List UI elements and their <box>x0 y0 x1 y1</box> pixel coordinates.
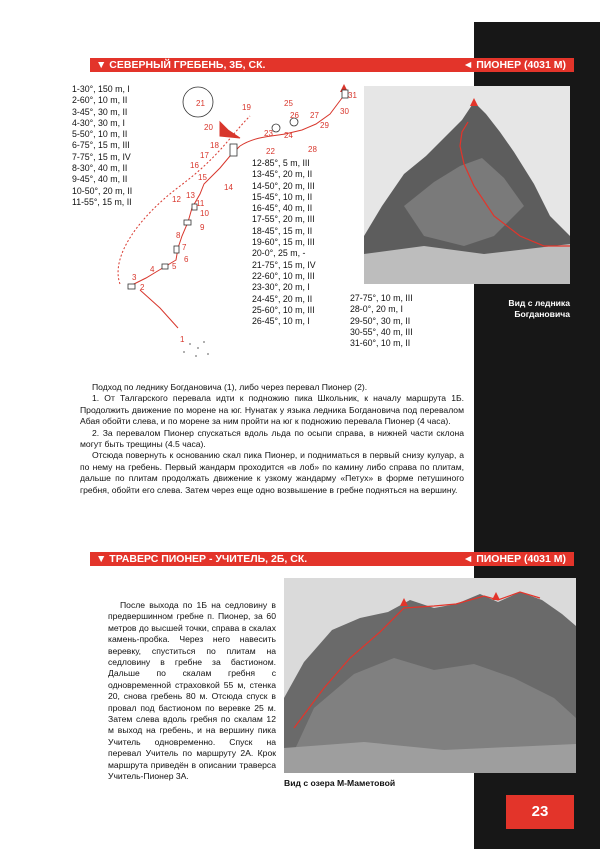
topo-label: 21 <box>196 99 205 108</box>
topo-label: 11 <box>196 199 205 208</box>
topo-label: 7 <box>182 243 187 252</box>
pitch-item: 12-85°, 5 m, III <box>252 158 310 168</box>
topo-label: 31 <box>348 91 357 100</box>
pitch-item: 2-60°, 10 m, II <box>72 95 128 106</box>
pitch-item: 11-55°, 15 m, II <box>72 196 132 207</box>
photo1-caption: Вид с ледника Богдановича <box>508 298 570 319</box>
topo-label: 14 <box>224 183 233 192</box>
topo-label: 19 <box>242 103 251 112</box>
pitch-item: 16-45°, 40 m, II <box>252 203 313 214</box>
pitch-item: 6-75°, 15 m, III <box>72 140 130 151</box>
pitch-item: 27-75°, 10 m, III <box>350 293 413 303</box>
pitch-item: 28-0°, 20 m, I <box>350 304 403 315</box>
topo-label: 25 <box>284 99 293 108</box>
pitch-item: 8-30°, 40 m, II <box>72 163 128 174</box>
photo-traverse <box>284 578 576 773</box>
section1-title: ▼ СЕВЕРНЫЙ ГРЕБЕНЬ, 3Б, СК. <box>96 59 266 71</box>
pitch-item: 29-50°, 30 m, II <box>350 315 411 326</box>
topo-label: 29 <box>320 121 329 130</box>
topo-label: 17 <box>200 151 209 160</box>
topo-label: 26 <box>290 111 299 120</box>
pitch-item: 31-60°, 10 m, II <box>350 338 411 349</box>
section1-header <box>90 58 574 72</box>
topo-label: 20 <box>204 123 213 132</box>
route-description-1 <box>80 382 464 496</box>
topo-label: 28 <box>308 145 317 154</box>
topo-label: 13 <box>186 191 195 200</box>
pitch-item: 7-75°, 15 m, IV <box>72 151 131 162</box>
section2-title: ▼ ТРАВЕРС ПИОНЕР - УЧИТЕЛЬ, 2Б, СК. <box>96 553 308 565</box>
pitch-item: 25-60°, 10 m, III <box>252 304 315 315</box>
section1-peak: ◄ ПИОНЕР (4031 М) <box>462 59 566 71</box>
pitch-item: 30-55°, 40 m, III <box>350 326 413 337</box>
paragraph: 2. За перевалом Пионер спускаться вдоль льда по осыпи справа, в нижней части склона могут быть трещины (4.5 часа). <box>80 427 464 450</box>
paragraph: 1. От Талгарского перевала идти к подножию пика Школьник, к началу маршрута 1Б. Продолжить движение по морене на юг. Нунатак у языка ледника Богдановича под перевалом Абая обойти слева, и по морене за ним пройти на юг к подножию перевала Пионер (4 часа). <box>80 393 464 427</box>
topo-label: 9 <box>200 223 205 232</box>
pitch-item: 20-0°, 25 m, - <box>252 248 306 259</box>
topo-label: 27 <box>310 111 319 120</box>
photo-north-ridge <box>364 86 570 284</box>
pitch-item: 23-30°, 20 m, I <box>252 282 310 293</box>
topo-label: 23 <box>264 129 273 138</box>
paragraph: Отсюда повернуть к основанию скал пика Пионер, и подниматься в первый снизу кулуар, а по нему на гребень. Первый жандарм проходится «в лоб» по камину либо справа по плитам, дальше по плитам продолжать движение к узкому жандарму «Петух» в форме петушиного гребня, обойти его слева. Затем через еще одно возвышение в гребне подняться на вершину. <box>80 450 464 495</box>
photo2-caption: Вид с озера М-Маметовой <box>284 778 396 788</box>
paragraph: После выхода по 1Б на седловину в предвершинном гребне п. Пионер, за 60 метров до высшей точки, справа в скалах камень-пробка. Через него навесить веревку, спуститься по плитам на седловину в гребне за бастионом. Дальше по скалам гребня с одновременной страховкой 55 м, стенка 20, снова гребень 80 м. Отсюда спуск в провал под бастионом по веревке 25 м. Затем слева вдоль гребня по скалам 12 м выход на гребень, и на вершину пика Учитель одновременно. Спуск на перевал Учитель по маршруту 2А. Крок маршрута приведён в описании траверса Учитель-Пионер 3А. <box>108 600 276 782</box>
topo-label: 12 <box>172 195 181 204</box>
pitch-item: 24-45°, 20 m, II <box>252 293 313 304</box>
section2-peak: ◄ ПИОНЕР (4031 М) <box>462 553 566 565</box>
topo-label: 10 <box>200 209 209 218</box>
pitch-item: 17-55°, 20 m, III <box>252 214 315 225</box>
pitch-item: 1-30°, 150 m, I <box>72 84 130 94</box>
paragraph: Подход по леднику Богдановича (1), либо через перевал Пионер (2). <box>92 382 368 392</box>
topo-label: 22 <box>266 147 275 156</box>
topo-label: 5 <box>172 262 177 271</box>
pitch-item: 18-45°, 15 m, II <box>252 225 313 236</box>
topo-label: 18 <box>210 141 219 150</box>
pitch-item: 22-60°, 10 m, III <box>252 270 315 281</box>
pitch-item: 5-50°, 10 m, II <box>72 129 128 140</box>
topo-label: 4 <box>150 265 155 274</box>
pitch-item: 13-45°, 20 m, II <box>252 169 313 180</box>
topo-label: 16 <box>190 161 199 170</box>
pitch-item: 9-45°, 40 m, II <box>72 174 128 185</box>
topo-label: 1 <box>180 335 185 344</box>
route-topo-diagram <box>80 76 380 376</box>
pitch-item: 10-50°, 20 m, II <box>72 185 133 196</box>
pitch-item: 26-45°, 10 m, I <box>252 316 310 327</box>
topo-label: 24 <box>284 131 293 140</box>
pitch-item: 21-75°, 15 m, IV <box>252 259 316 270</box>
section2-header <box>90 552 574 566</box>
topo-label: 30 <box>340 107 349 116</box>
pitch-item: 14-50°, 20 m, III <box>252 180 315 191</box>
pitch-item: 15-45°, 10 m, II <box>252 191 313 202</box>
pitch-item: 19-60°, 15 m, III <box>252 237 315 248</box>
topo-label: 6 <box>184 255 189 264</box>
topo-label: 2 <box>140 283 145 292</box>
topo-label: 15 <box>198 173 207 182</box>
topo-label: 8 <box>176 231 181 240</box>
page-number: 23 <box>506 795 574 829</box>
pitch-item: 3-45°, 30 m, II <box>72 106 128 117</box>
pitch-item: 4-30°, 30 m, I <box>72 117 125 128</box>
route-description-2 <box>108 600 276 783</box>
topo-label: 3 <box>132 273 137 282</box>
